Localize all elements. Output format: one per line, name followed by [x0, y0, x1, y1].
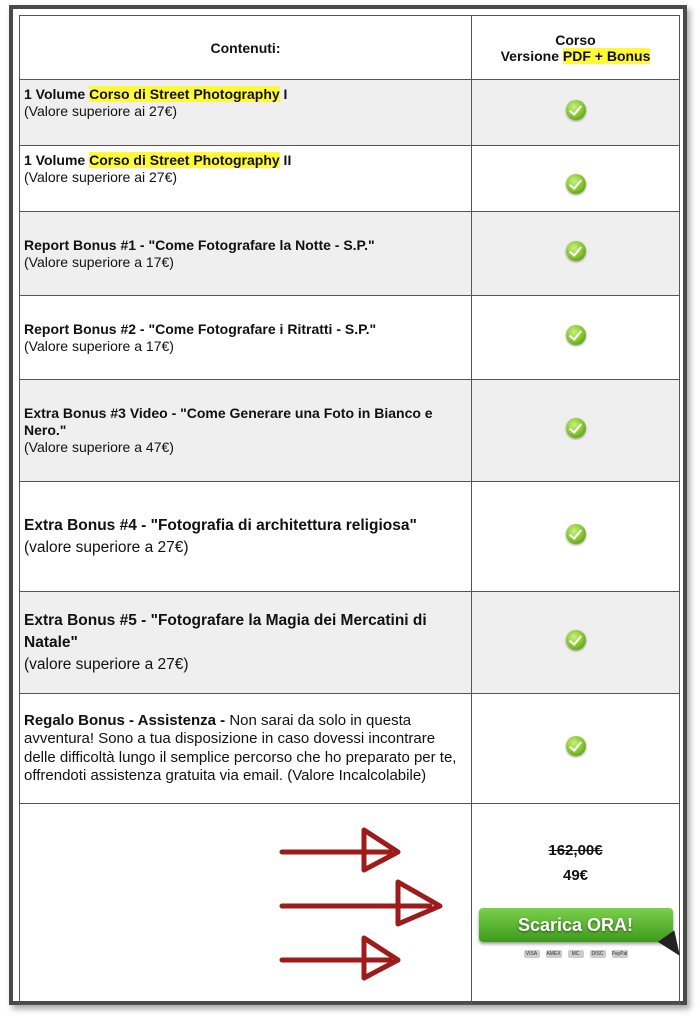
row-title: Extra Bonus #4 - "Fotografia di architettura religiosa"	[24, 516, 417, 534]
red-arrows-graphic	[20, 804, 460, 1004]
row-title-suffix: II	[279, 152, 292, 168]
green-check-icon	[566, 524, 586, 544]
row-check-cell	[472, 212, 680, 296]
contents-table	[19, 15, 680, 1005]
green-check-icon	[566, 630, 586, 650]
row-content	[20, 482, 472, 592]
row-content	[20, 380, 472, 482]
row-value: (Valore superiore ai 27€)	[24, 169, 178, 185]
version-prefix: Versione	[500, 47, 563, 64]
row-title: Report Bonus #2 - "Come Fotografare i Ritratti - S.P."	[24, 320, 377, 337]
green-check-icon	[566, 418, 586, 438]
row-content	[20, 80, 472, 146]
row-title-prefix: 1 Volume	[24, 86, 90, 102]
row-title: Extra Bonus #5 - "Fotografare la Magia dei Mercatini di Natale"	[24, 611, 427, 651]
contents-header: Contenuti:	[20, 16, 472, 80]
price-cell	[472, 804, 680, 1005]
row-content	[20, 146, 472, 212]
price-row	[20, 804, 680, 1005]
green-check-icon	[566, 174, 586, 194]
arrows-cell	[20, 804, 472, 1005]
old-price: 162,00€	[548, 842, 603, 859]
red-arrow-icon	[282, 882, 440, 924]
row-value: (valore superiore a 27€)	[24, 538, 189, 556]
visa-icon: VISA	[524, 950, 540, 958]
version-header-subtitle	[476, 48, 675, 64]
row-body: Non sarai da solo in questa avventura! Sono a tua disposizione in caso dovessi incontrare delle difficoltà lungo il semplice percorso che ho preparato per te, offrendoti assistenza gratuita via email. (Valore Incalcolabile)	[24, 711, 457, 784]
row-value: (Valore superiore a 17€)	[24, 337, 174, 354]
row-content	[20, 694, 472, 804]
comparison-panel	[9, 5, 687, 1005]
table-row	[20, 592, 680, 694]
row-check-cell	[472, 380, 680, 482]
row-value: (Valore superiore ai 27€)	[24, 103, 178, 119]
green-check-icon	[566, 736, 586, 756]
row-title-prefix: 1 Volume	[24, 152, 90, 168]
row-title-suffix: I	[279, 86, 288, 102]
amex-icon: AMEX	[546, 951, 561, 957]
table-row	[20, 296, 680, 380]
payment-methods	[476, 950, 675, 958]
red-arrow-icon	[282, 830, 398, 870]
row-value: (valore superiore a 27€)	[24, 655, 189, 673]
row-title: Regalo Bonus - Assistenza -	[24, 711, 230, 729]
row-check-cell	[472, 80, 680, 146]
row-check-cell	[472, 592, 680, 694]
table-row	[20, 212, 680, 296]
row-title: Report Bonus #1 - "Come Fotografare la Notte - S.P."	[24, 236, 375, 253]
table-row	[20, 694, 680, 804]
row-content	[20, 592, 472, 694]
table-row	[20, 146, 680, 212]
new-price: 49€	[562, 867, 589, 884]
row-title: Extra Bonus #3 Video - "Come Generare una Foto in Bianco e Nero."	[24, 405, 433, 438]
download-now-button[interactable]	[479, 908, 673, 942]
mastercard-icon: MC	[568, 950, 584, 958]
row-content	[20, 296, 472, 380]
row-check-cell	[472, 694, 680, 804]
version-highlight: PDF + Bonus	[562, 47, 651, 64]
green-check-icon	[566, 325, 586, 345]
red-arrow-icon	[282, 938, 398, 978]
row-value: (Valore superiore a 17€)	[24, 253, 174, 270]
row-check-cell	[472, 482, 680, 592]
discover-icon: DISC	[590, 950, 606, 958]
table-row	[20, 80, 680, 146]
row-check-cell	[472, 296, 680, 380]
row-title-highlight: Corso di Street Photography	[89, 152, 280, 168]
row-content	[20, 212, 472, 296]
table-row	[20, 482, 680, 592]
header-row	[20, 16, 680, 80]
row-check-cell	[472, 146, 680, 212]
row-value: (Valore superiore a 47€)	[24, 439, 174, 455]
green-check-icon	[566, 100, 586, 120]
row-title-highlight: Corso di Street Photography	[89, 86, 280, 102]
version-header-title: Corso	[555, 31, 596, 48]
download-now-label: Scarica ORA!	[517, 915, 634, 935]
paypal-icon: PayPal	[611, 951, 628, 957]
version-header	[472, 16, 680, 80]
green-check-icon	[566, 241, 586, 261]
table-row	[20, 380, 680, 482]
